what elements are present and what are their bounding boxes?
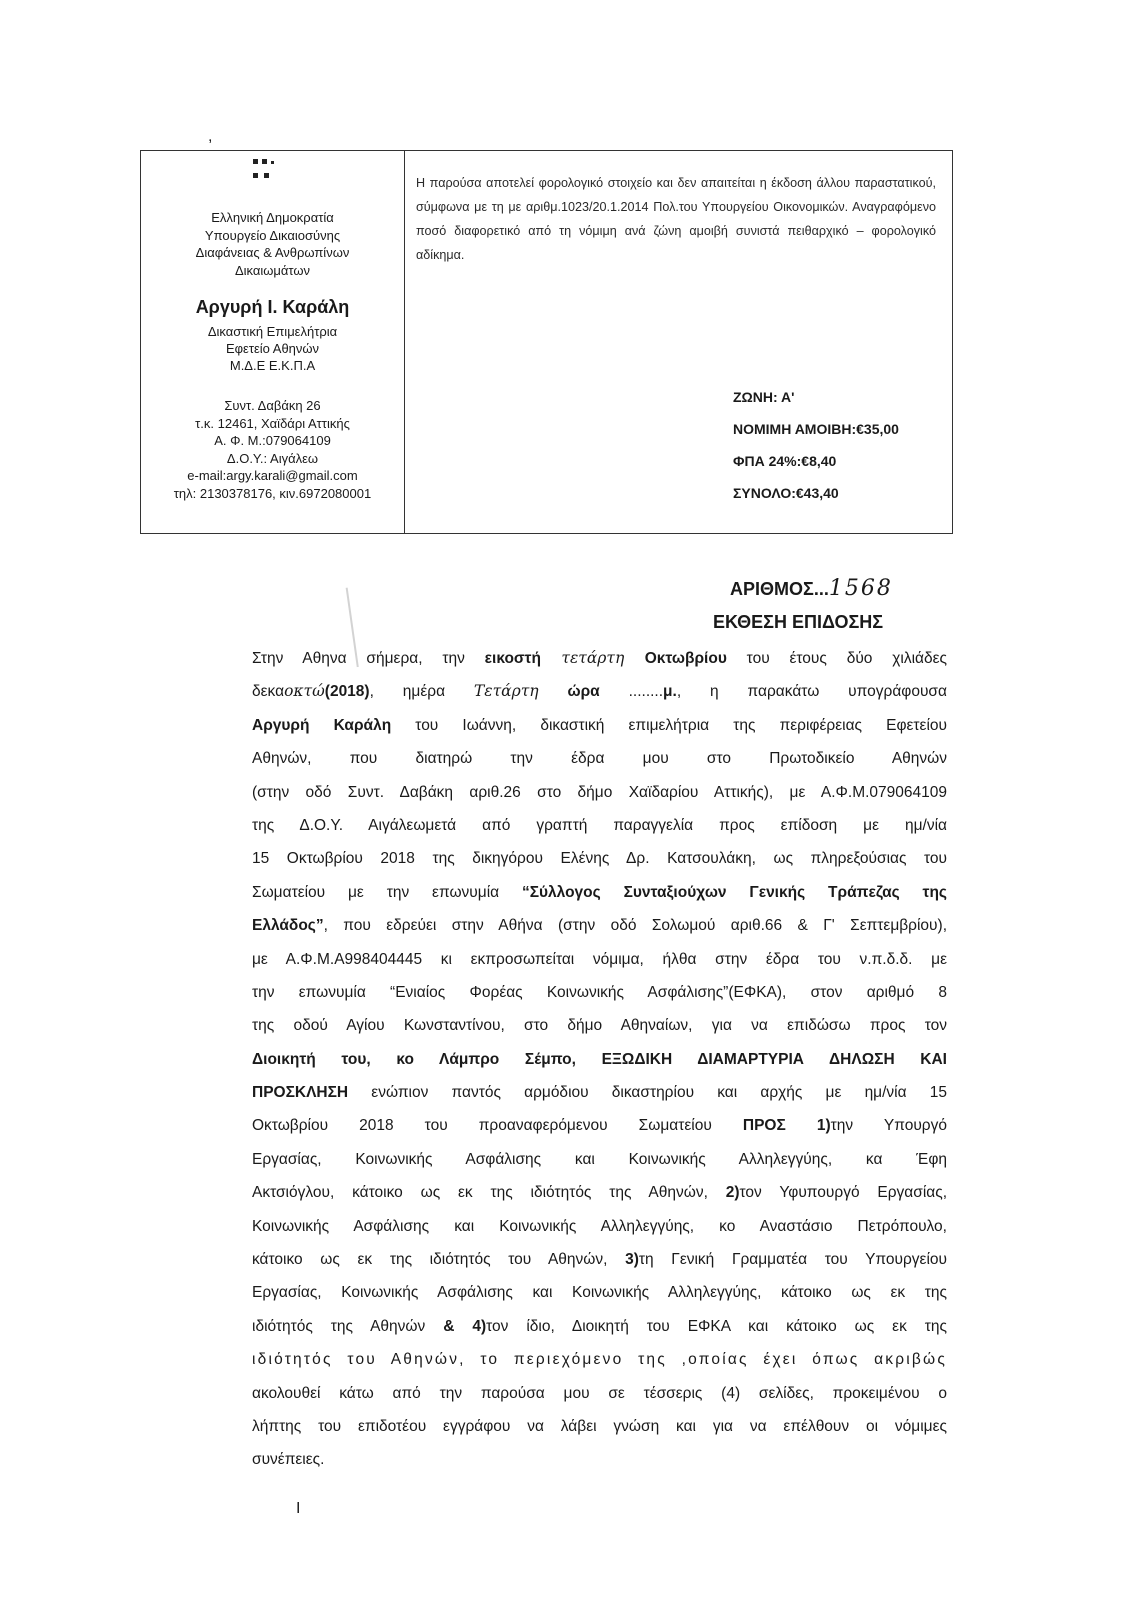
contact-afm: Α. Φ. Μ.:079064109 [214,433,331,448]
body-line: Στην Αθηνα σήμερα, την εικοστή τετάρτη Οκτωβρίου του έτους δύο χιλιάδες [252,649,947,667]
officer-title: Δικαστική Επιμελήτρια [207,324,338,339]
emblem-icon [253,159,283,185]
body-line: Σωματείου με την επωνυμία “Σύλλογος Συνταξιούχων Γενικής Τράπεζας της [252,883,947,901]
contact-address: Συντ. Δαβάκη 26 [224,398,321,413]
body-line: Κοινωνικής Ασφάλισης και Κοινωνικής Αλληλεγγύης, κο Αναστάσιο Πετρόπουλο, [252,1217,947,1235]
contact-phone: τηλ: 2130378176, κιν.6972080001 [173,485,372,501]
fee-block [733,389,899,517]
body-line: Ελλάδος”, που εδρεύει στην Αθήνα (στην οδό Σολωμού αριθ.66 & Γ' Σεπτεμβρίου), [252,917,947,935]
officer-details [141,323,404,374]
report-body [252,642,947,1477]
report-number: ΑΡΙΘΜΟΣ...1568 [730,576,893,601]
contact-block [141,397,404,502]
body-line: Αθηνών, που διατηρώ την έδρα μου στο Πρωτοδικείο Αθηνών [252,750,947,768]
report-number-value: 1568 [828,576,893,601]
body-line: ακολουθεί κάτω από την παρούσα μου σε τέσσερις (4) σελίδες, προκειμένου ο [252,1384,947,1402]
fee-total: ΣΥΝΟΛΟ:€43,40 [733,485,839,501]
ministry-line: Δικαιωμάτων [234,262,311,278]
header-divider [404,151,405,533]
officer-court: Εφετείο Αθηνών [225,341,320,356]
fee-legal: ΝΟΜΙΜΗ ΑΜΟΙΒΗ:€35,00 [733,421,899,437]
body-line: της Δ.Ο.Υ. Αιγάλεωμετά από γραπτή παραγγελία προς επίδοση με ημ/νία [252,816,947,834]
report-title: ΕΚΘΕΣΗ ΕΠΙΔΟΣΗΣ [713,612,884,632]
report-number-label: ΑΡΙΘΜΟΣ [730,579,814,599]
contact-postal: τ.κ. 12461, Χαϊδάρι Αττικής [195,415,350,431]
stray-mark: , [208,128,213,145]
body-line: κάτοικο ως εκ της ιδιότητός του Αθηνών, 3)τη Γενική Γραμματέα του Υπουργείου [252,1251,948,1269]
tax-notice: Η παρούσα αποτελεί φορολογικό στοιχείο και δεν απαιτείται η έκδοση άλλου παραστατικού, σύμφωνα με τη με αριθμ.1023/20.1.2014 Πολ.του Υπουργείου Οικονομικών. Αναγραφόμενο ποσό διαφορετικό από τη νόμιμη ανά ζώνη αμοιβή συνιστά πειθαρχικό – φορολογικό αδίκημα. [416,176,936,262]
body-line: ΠΡΟΣΚΛΗΣΗ ενώπιον παντός αρμόδιου δικαστηρίου και αρχής με ημ/νία 15 [252,1084,947,1102]
body-line: Αργυρή Καράλη του Ιωάννη, δικαστική επιμελήτρια της περιφέρειας Εφετείου [252,716,947,734]
contact-email: e-mail:argy.karali@gmail.com [187,468,358,483]
body-line: λήπτης του επιδοτέου εγγράφου να λάβει γνώση και για να επέλθουν οι νόμιμες [252,1417,947,1435]
body-line: (στην οδό Συντ. Δαβάκη αριθ.26 στο δήμο Χαϊδαρίου Αττικής), με Α.Φ.Μ.079064109 [252,783,947,801]
fee-zone: ΖΩΝΗ: Α' [733,389,795,405]
body-line: δεκαοκτώ(2018), ημέρα Τετάρτη ώρα ........μ., η παρακάτω υπογράφουσα [252,682,947,701]
body-line: Εργασίας, Κοινωνικής Ασφάλισης και Κοινωνικής Αλληλεγγύης, κα Έφη [252,1150,947,1168]
page-mark: I [296,1500,301,1517]
body-line: Ακτσιόγλου, κάτοικο ως εκ της ιδιότητός της Αθηνών, 2)τον Υφυπουργό Εργασίας, [252,1184,948,1202]
ministry-line: Ελληνική Δημοκρατία [211,210,334,225]
body-line: ιδιότητός της Αθηνών & 4)τον ίδιο, Διοικητή του ΕΦΚΑ και κάτοικο ως εκ της [252,1317,947,1335]
officer-union: Μ.Δ.Ε Ε.Κ.Π.Α [229,358,316,373]
body-line: ιδιότητός του Αθηνών, το περιεχόμενο της ,οποίας έχει όπως ακριβώς [252,1351,947,1369]
contact-doy: Δ.Ο.Υ.: Αιγάλεω [226,450,319,466]
body-line: Εργασίας, Κοινωνικής Ασφάλισης και Κοινωνικής Αλληλεγγύης, κάτοικο ως εκ της [252,1284,947,1302]
body-line: της οδού Αγίου Κωνσταντίνου, στο δήμο Αθηναίων, για να επιδώσω προς τον [252,1017,947,1035]
ministry-block [141,209,404,279]
officer-name: Αργυρή Ι. Καράλη [195,297,350,317]
ministry-line: Διαφάνειας & Ανθρωπίνων [195,245,350,260]
body-line: Διοικητή του, κο Λάμπρο Σέμπο, ΕΞΩΔΙΚΗ ΔΙΑΜΑΡΤΥΡΙΑ ΔΗΛΩΣΗ ΚΑΙ [252,1050,947,1068]
body-line: με Α.Φ.Μ.Α998404445 κι εκπροσωπείται νόμιμα, ήλθα στην έδρα του ν.π.δ.δ. με [252,950,947,968]
body-line: 15 Οκτωβρίου 2018 της δικηγόρου Ελένης Δρ. Κατσουλάκη, ως πληρεξούσιας του [252,850,947,868]
ministry-line: Υπουργείο Δικαιοσύνης [204,227,341,243]
body-line: συνέπειες. [252,1451,325,1469]
header-box [140,150,953,534]
body-line: την επωνυμία “Ενιαίος Φορέας Κοινωνικής Ασφάλισης”(ΕΦΚΑ), στον αριθμό 8 [252,983,947,1001]
body-line: Οκτωβρίου 2018 του προαναφερόμενου Σωματείου ΠΡΟΣ 1)την Υπουργό [252,1117,947,1135]
fee-vat: ΦΠΑ 24%:€8,40 [733,453,837,469]
